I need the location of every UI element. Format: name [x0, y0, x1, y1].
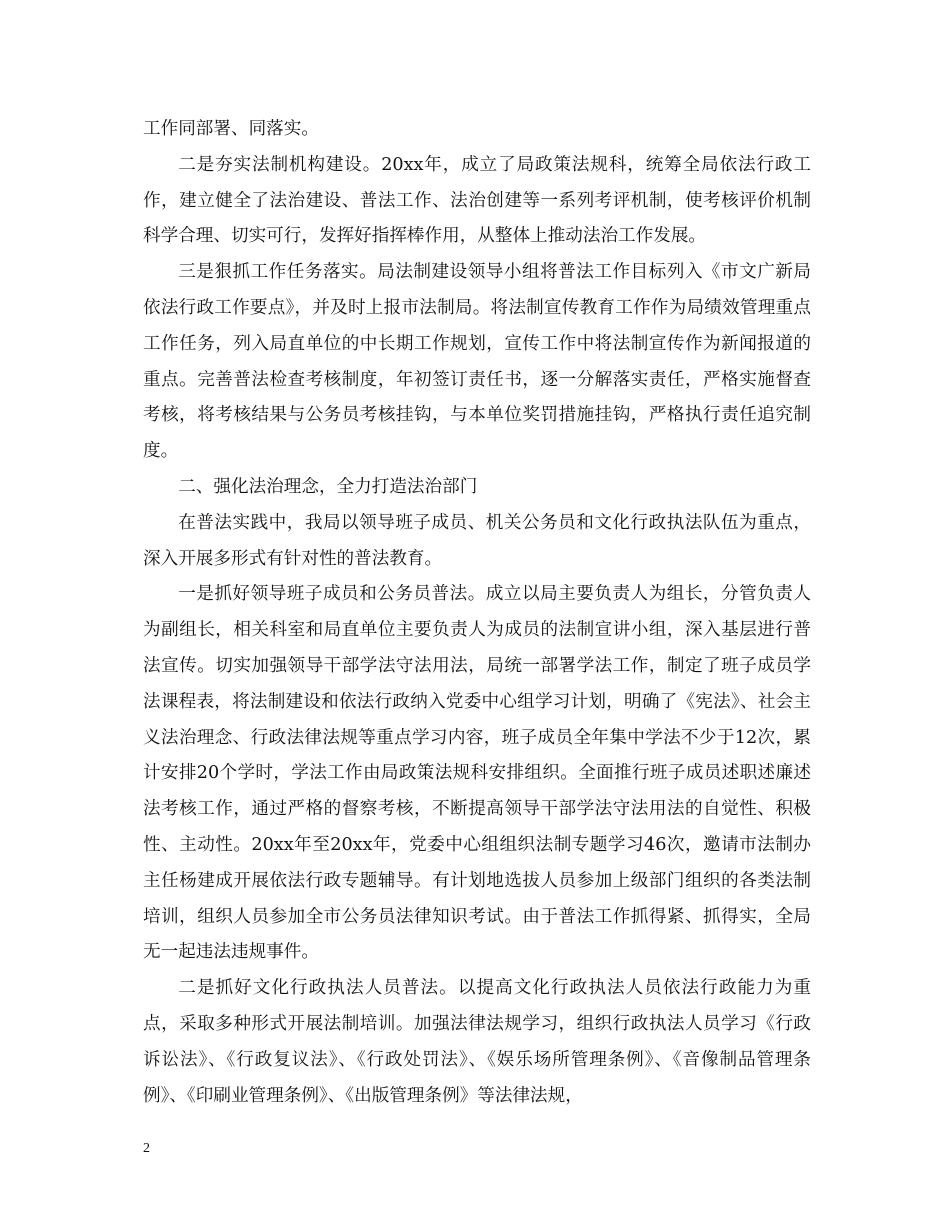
- paragraph-5: 一是抓好领导班子成员和公务员普法。成立以局主要负责人为组长，分管负责人为副组长，相关科室和局直单位主要负责人为成员的法制宣讲小组，深入基层进行普法宣传。切实加强领导干部学法守法用法，局统一部署学法工作，制定了班子成员学法课程表，将法制建设和依法行政纳入党委中心组学习计划，明确了《宪法》、社会主义法治理念、行政法律法规等重点学习内容，班子成员全年集中学法不少于12次，累计安排20个学时，学法工作由局政策法规科安排组织。全面推行班子成员述职述廉述法考核工作，通过严格的督察考核，不断提高领导干部学法守法用法的自觉性、积极性、主动性。20xx年至20xx年，党委中心组组织法制专题学习46次，邀请市法制办主任杨建成开展依法行政专题辅导。有计划地选拔人员参加上级部门组织的各类法制培训，组织人员参加全市公务员法律知识考试。由于普法工作抓得紧、抓得实，全局无一起违法违规事件。: [143, 584, 811, 963]
- paragraph-3: 三是狠抓工作任务落实。局法制建设领导小组将普法工作目标列入《市文广新局依法行政工作要点》，并及时上报市法制局。将法制宣传教育工作作为局绩效管理重点工作任务，列入局直单位的中长期工作规划，宣传工作中将法制宣传作为新闻报道的重点。完善普法检查考核制度，年初签订责任书，逐一分解落实责任，严格实施督查考核，将考核结果与公务员考核挂钩，与本单位奖罚措施挂钩，严格执行责任追究制度。: [143, 262, 811, 462]
- paragraph-1: 工作同部署、同落实。: [143, 119, 319, 139]
- paragraph-6: 二是抓好文化行政执法人员普法。以提高文化行政执法人员依法行政能力为重点，采取多种形式开展法制培训。加强法律法规学习，组织行政执法人员学习《行政诉讼法》、《行政复议法》、《行政处罚法》、《娱乐场所管理条例》、《音像制品管理条例》、《印刷业管理条例》、《出版管理条例》等法律法规，: [143, 978, 811, 1106]
- paragraph-2: 二是夯实法制机构建设。20xx年，成立了局政策法规科，统筹全局依法行政工作，建立健全了法治建设、普法工作、法治创建等一系列考评机制，使考核评价机制科学合理、切实可行，发挥好指挥棒作用，从整体上推动法治工作发展。: [143, 154, 811, 247]
- document-body: [143, 112, 811, 1114]
- paragraph-4: 在普法实践中，我局以领导班子成员、机关公务员和文化行政执法队伍为重点，深入开展多形式有针对性的普法教育。: [143, 512, 811, 569]
- page-number: 2: [143, 1141, 150, 1156]
- section-heading: 二、强化法治理念，全力打造法治部门: [178, 476, 478, 497]
